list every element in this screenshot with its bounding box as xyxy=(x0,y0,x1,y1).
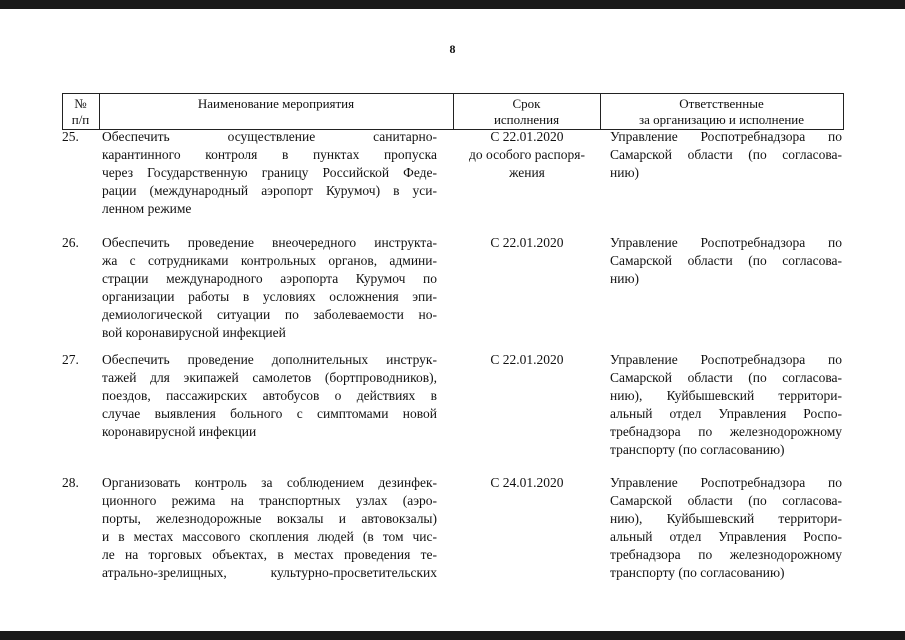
header-number-line: п/п xyxy=(71,112,90,127)
description-line: вой коронавирусной инфекцией xyxy=(102,325,286,340)
responsible-line: альный отдел Управления Роспо- xyxy=(610,406,842,421)
description-line: Обеспечить проведение дополнительных инструк- xyxy=(102,352,437,367)
header-deadline-line: исполнения xyxy=(493,112,560,127)
description-line: ле на торговых объектах, в местах проведения те- xyxy=(102,547,437,562)
responsible-line: Самарской области (по согласова- xyxy=(610,147,842,162)
row-responsible xyxy=(610,351,842,459)
description-line: организации работы в условиях осложнения эпи- xyxy=(102,289,437,304)
description-line: тажей для экипажей самолетов (бортпроводников), xyxy=(102,370,437,385)
row-deadline xyxy=(452,234,602,252)
row-deadline xyxy=(452,474,602,492)
row-number: 25. xyxy=(62,129,79,144)
header-deadline-line: Срок xyxy=(512,96,541,111)
header-name-line: Наименование мероприятия xyxy=(197,96,355,111)
page-number: 8 xyxy=(449,42,456,56)
responsible-line: Управление Роспотребнадзора по xyxy=(610,475,842,490)
responsible-line: требнадзора по железнодорожному xyxy=(610,547,842,562)
description-line: поездов, пассажирских автобусов о действиях в xyxy=(102,388,437,403)
row-number: 28. xyxy=(62,475,79,490)
responsible-line: нию), Куйбышевский территори- xyxy=(610,511,842,526)
description-line: случае выявления больного с симптомами новой xyxy=(102,406,437,421)
description-line: ленном режиме xyxy=(102,201,192,216)
responsible-line: нию), Куйбышевский территори- xyxy=(610,388,842,403)
description-line: Организовать контроль за соблюдением дезинфек- xyxy=(102,475,437,490)
deadline-line: С 22.01.2020 xyxy=(490,235,564,250)
responsible-line: Управление Роспотребнадзора по xyxy=(610,352,842,367)
responsible-line: Самарской области (по согласова- xyxy=(610,370,842,385)
row-description xyxy=(102,128,437,218)
description-line: рации (международный аэропорт Курумоч) в уси- xyxy=(102,183,437,198)
deadline-line: С 22.01.2020 xyxy=(490,129,564,144)
header-responsible-line: Ответственные xyxy=(679,96,764,111)
header-number-line: № xyxy=(74,96,87,111)
deadline-line: С 22.01.2020 xyxy=(490,352,564,367)
header-name xyxy=(99,94,453,129)
description-line: коронавирусной инфекции xyxy=(102,424,257,439)
header-responsible xyxy=(600,94,843,129)
row-number: 27. xyxy=(62,352,79,367)
responsible-line: транспорту (по согласованию) xyxy=(610,442,785,457)
responsible-line: Управление Роспотребнадзора по xyxy=(610,235,842,250)
description-line: Обеспечить проведение внеочередного инструкта- xyxy=(102,235,437,250)
description-line: жа с сотрудниками контрольных органов, админи- xyxy=(102,253,437,268)
responsible-line: альный отдел Управления Роспо- xyxy=(610,529,842,544)
header-number xyxy=(62,94,99,129)
deadline-line: жения xyxy=(509,165,545,180)
row-deadline xyxy=(452,351,602,369)
row-responsible xyxy=(610,128,842,182)
header-deadline xyxy=(453,94,600,129)
deadline-line: до особого распоря- xyxy=(469,147,585,162)
header-responsible-line: за организацию и исполнение xyxy=(638,112,805,127)
row-description xyxy=(102,474,437,582)
responsible-line: транспорту (по согласованию) xyxy=(610,565,785,580)
row-responsible xyxy=(610,474,842,582)
row-deadline xyxy=(452,128,602,182)
table-header xyxy=(62,93,844,130)
responsible-line: Самарской области (по согласова- xyxy=(610,493,842,508)
responsible-line: Самарской области (по согласова- xyxy=(610,253,842,268)
description-line: ционного режима на транспортных узлах (аэро- xyxy=(102,493,437,508)
description-line: карантинного контроля в пунктах пропуска xyxy=(102,147,437,162)
description-line: и в местах массового скопления людей (в том чис- xyxy=(102,529,437,544)
responsible-line: требнадзора по железнодорожному xyxy=(610,424,842,439)
responsible-line: нию) xyxy=(610,271,640,286)
row-description xyxy=(102,351,437,441)
description-line: демиологической ситуации по заболеваемости но- xyxy=(102,307,437,322)
row-responsible xyxy=(610,234,842,288)
scan-border-top xyxy=(0,0,905,9)
description-line: атрально-зрелищных, культурно-просветительских xyxy=(102,565,437,580)
description-line: через Государственную границу Российской Феде- xyxy=(102,165,437,180)
description-line: порты, железнодорожные вокзалы и автовокзалы) xyxy=(102,511,437,526)
row-description xyxy=(102,234,437,342)
responsible-line: Управление Роспотребнадзора по xyxy=(610,129,842,144)
description-line: страции международного аэропорта Курумоч по xyxy=(102,271,437,286)
row-number: 26. xyxy=(62,235,79,250)
deadline-line: С 24.01.2020 xyxy=(490,475,564,490)
responsible-line: нию) xyxy=(610,165,640,180)
table-border-right xyxy=(843,94,844,129)
scan-border-bottom xyxy=(0,631,905,640)
description-line: Обеспечить осуществление санитарно- xyxy=(102,129,437,144)
